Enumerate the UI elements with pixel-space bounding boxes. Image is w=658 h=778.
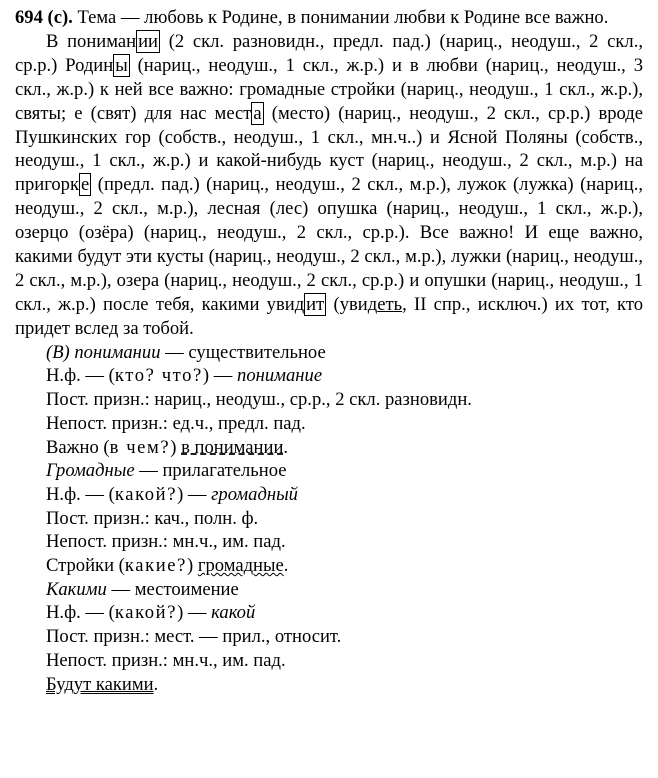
analysis-text: ): [170, 436, 182, 458]
analysis-line: [46, 388, 643, 412]
analysis-line: [46, 554, 643, 578]
paragraph-text: (2 скл. разновидн., предл. пад.) (нариц., неодуш., 2 скл., ср.р.) Родин: [15, 30, 644, 76]
paragraph-text: а) (нариц., неодуш., 2 скл., м.р.), лесная (лес) опушка (нариц., неодуш., 1 скл., ж.р.), оз: [15, 174, 644, 244]
analysis-text: Непост. призн.: ед.ч., предл. пад.: [46, 412, 306, 434]
ending-box: ы: [115, 54, 128, 76]
paragraph-text: ) для нас мест: [130, 102, 252, 124]
paragraph-text: е: [74, 102, 83, 124]
analysis-text: ) —: [177, 483, 212, 505]
analysis-text: Какими: [46, 578, 107, 600]
analysis-line: [46, 436, 643, 460]
paragraph-text: (луж: [506, 174, 551, 196]
analysis-text: громадный: [211, 483, 298, 505]
paragraph-text: (: [82, 102, 97, 124]
paragraph-text: (нариц., неодуш., 1 скл., ж.р.) и в любви (нариц., неодуш., 3 скл., ж.р.) к ней все важно: громадные стройки (нариц., неодуш., 1 скл., ж.р.), свя: [15, 54, 644, 124]
analysis-text: .: [283, 436, 289, 458]
analysis-line: [46, 625, 643, 649]
analysis-text: ) —: [177, 602, 212, 624]
analysis-line: [46, 364, 643, 388]
analysis-text: Важно (: [46, 436, 110, 458]
paragraph-text: к: [550, 174, 560, 196]
analysis-line: [46, 530, 643, 554]
analysis-text: какой: [211, 602, 256, 624]
paragraph-text: (увид: [326, 293, 378, 315]
paragraph-text: В пониман: [46, 30, 137, 52]
ending-box: е: [81, 174, 90, 196]
analysis-text: — существительное: [160, 341, 326, 363]
paragraph-text: ок: [488, 174, 507, 196]
paragraph-text: , II спр., исключ.) их тот, кто придет вслед за тобой.: [15, 293, 643, 339]
analysis-text: в понимании: [181, 436, 284, 458]
analysis-text: Стройки (: [46, 555, 125, 577]
paragraph-text: ты;: [40, 102, 67, 124]
analysis-text: какие?: [124, 555, 187, 577]
ending-box: ии: [138, 30, 158, 52]
suffix-underline: еть: [377, 293, 403, 315]
paragraph-text: свят: [96, 102, 131, 124]
exercise-theme: Тема — любовь к Родине, в понимании любви к Родине все важно.: [77, 7, 609, 28]
analysis-text: ) —: [202, 365, 238, 387]
analysis-line: [46, 341, 643, 365]
analysis-text: — прилагательное: [134, 460, 287, 482]
analysis-block: [15, 341, 643, 697]
ending-box: ит: [306, 293, 325, 315]
analysis-text: .: [283, 555, 289, 577]
analysis-line: [46, 673, 643, 697]
paragraph-text: ёр: [101, 222, 120, 244]
analysis-text: Пост. призн.: кач., полн. ф.: [46, 507, 259, 529]
analysis-text: кто? что?: [114, 365, 203, 387]
analysis-text: Н.ф. — (: [46, 602, 115, 624]
analysis-text: какой?: [114, 602, 178, 624]
paragraph-text: а) (нариц., неодуш., 2 скл., ср.р.). Все важно! И еще важно, какими будут эти кусты (нариц., неодуш., 2 скл., м.р.), лужки (нариц., неодуш., 2 скл., м.р.), озера (нариц., неодуш., 2 скл., ср.р.) и опушки (нариц., неодуш., 1 скл., ж.р.) после тебя, какими увид: [15, 222, 643, 315]
analysis-text: Пост. призн.: нариц., неодуш., ср.р., 2 скл. разновидн.: [46, 389, 472, 411]
analysis-line: [46, 578, 643, 602]
paragraph-text: (предл. пад.) (нариц., неодуш., 2 скл., м.р.), луж: [91, 174, 489, 196]
paragraph-text: ерцо: [31, 222, 69, 244]
exercise-number: 694 (с).: [15, 7, 73, 28]
analysis-line: [46, 649, 643, 673]
analysis-text: громадные: [197, 555, 284, 577]
analysis-line: [46, 412, 643, 436]
analysis-text: Будут какими: [46, 673, 154, 695]
exercise-header: [15, 6, 643, 30]
analysis-text: Громадные: [46, 460, 135, 482]
analysis-text: — местоимение: [106, 578, 239, 600]
analysis-text: .: [153, 673, 159, 695]
analysis-text: Пост. призн.: мест. — прил., относит.: [46, 626, 342, 648]
morphology-paragraph: [15, 30, 643, 341]
analysis-text: ): [187, 555, 198, 577]
analysis-text: Непост. призн.: мн.ч., им. пад.: [46, 649, 286, 671]
analysis-text: какой?: [114, 483, 178, 505]
analysis-text: Н.ф. — (: [46, 483, 115, 505]
analysis-line: [46, 483, 643, 507]
ending-box: а: [253, 102, 262, 124]
analysis-line: [46, 459, 643, 483]
analysis-text: Н.ф. — (: [46, 365, 115, 387]
analysis-text: в чем?: [109, 436, 171, 458]
paragraph-text: (место) (нариц., неодуш., 2 скл., ср.р.) вроде Пушкинских гор (собств., неодуш., 1 скл., мн.ч..) и Ясной Поляны (собств., неодуш., 1 скл., ж.р.) и какой-нибудь куст (нариц., неодуш., 2 скл., м.р.) на пригорк: [15, 102, 644, 196]
analysis-line: [46, 601, 643, 625]
analysis-line: [46, 507, 643, 531]
analysis-text: понимание: [237, 365, 323, 387]
paragraph-text: (оз: [68, 222, 102, 244]
analysis-text: (В) понимании: [46, 341, 161, 363]
analysis-text: Непост. призн.: мн.ч., им. пад.: [46, 531, 286, 553]
